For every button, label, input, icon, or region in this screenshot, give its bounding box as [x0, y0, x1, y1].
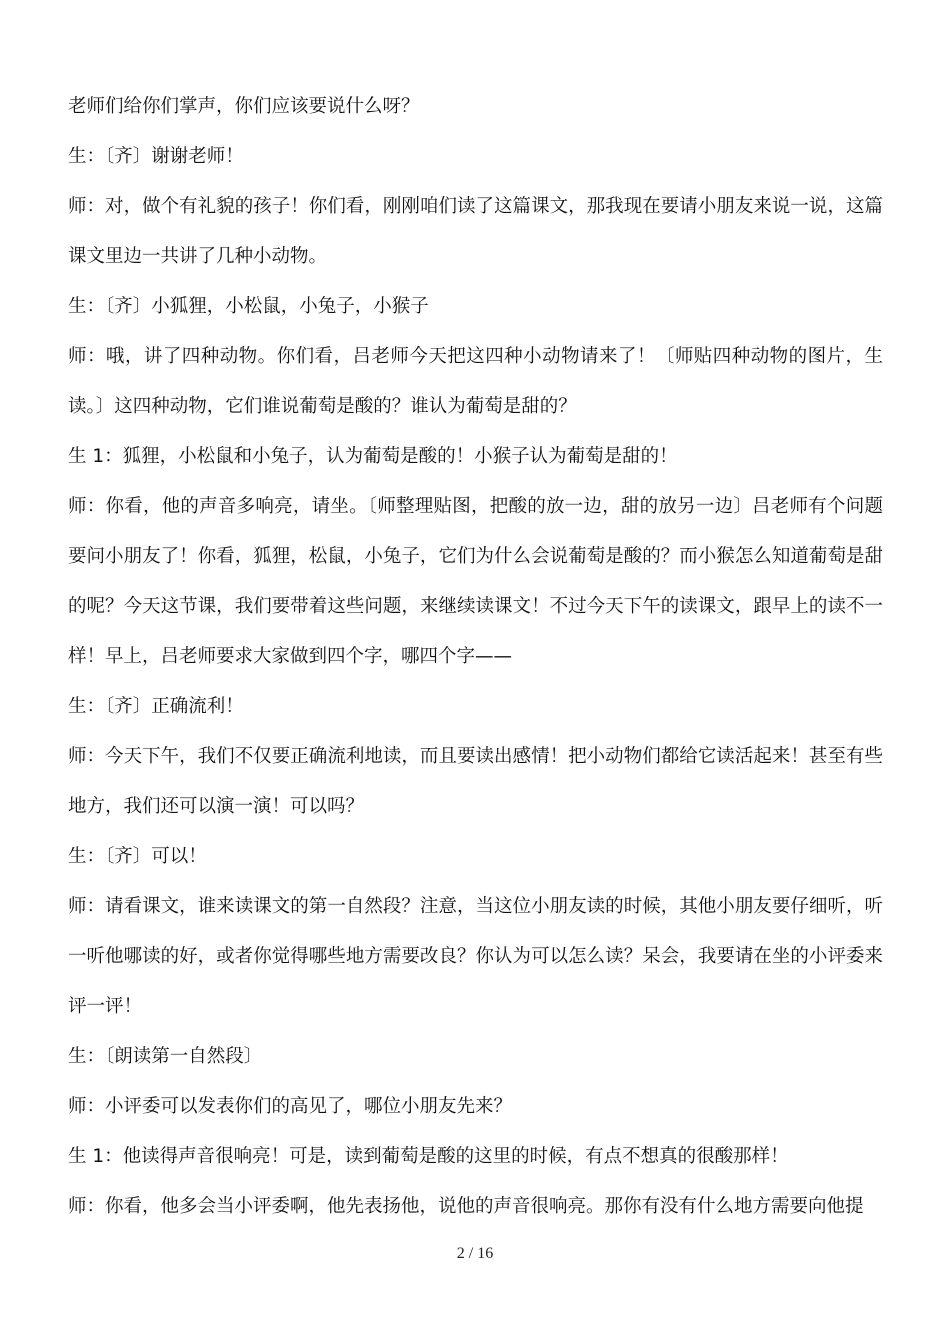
paragraph: 师：今天下午，我们不仅要正确流利地读，而且要读出感情！把小动物们都给它读活起来！甚至有些地方，我们还可以演一演！可以吗？: [68, 746, 883, 817]
page-number: 2 / 16: [456, 1245, 494, 1262]
paragraph: 生：〔朗读第一自然段〕: [68, 1046, 263, 1067]
paragraph: 师：对，做个有礼貌的孩子！你们看，刚刚咱们读了这篇课文，那我现在要请小朋友来说一说，这篇课文里边一共讲了几种小动物。: [68, 196, 883, 267]
paragraph: 生：〔齐〕正确流利！: [68, 696, 244, 717]
paragraph: 师：请看课文，谁来读课文的第一自然段？注意，当这位小朋友读的时候，其他小朋友要仔细听，听一听他哪读的好，或者你觉得哪些地方需要改良？你认为可以怎么读？呆会，我要请在坐的小评委来评一评！: [68, 896, 883, 1017]
paragraph: 老师们给你们掌声，你们应该要说什么呀？: [68, 96, 420, 117]
paragraph: 生 1：他读得声音很响亮！可是，读到葡萄是酸的这里的时候，有点不想真的很酸那样！: [68, 1146, 789, 1167]
paragraph: 师：哦，讲了四种动物。你们看，吕老师今天把这四种小动物请来了！〔师贴四种动物的图片，生读。〕这四种动物，它们谁说葡萄是酸的？谁认为葡萄是甜的？: [68, 346, 883, 417]
paragraph: 师：你看，他多会当小评委啊，他先表扬他，说他的声音很响亮。那你有没有什么地方需要向他提: [68, 1196, 864, 1217]
paragraph: 师：你看，他的声音多响亮，请坐。〔师整理贴图，把酸的放一边，甜的放另一边〕吕老师有个问题要问小朋友了！你看，狐狸，松鼠，小兔子，它们为什么会说葡萄是酸的？而小猴怎么知道葡萄是甜的呢？今天这节课，我们要带着这些问题，来继续读课文！不过今天下午的读课文，跟早上的读不一样！早上，吕老师要求大家做到四个字，哪四个字——: [68, 496, 883, 667]
paragraph: 生：〔齐〕小狐狸，小松鼠，小兔子，小猴子: [68, 296, 429, 317]
paragraph: 生：〔齐〕谢谢老师！: [68, 146, 244, 167]
paragraph: 生：〔齐〕可以！: [68, 846, 207, 867]
paragraph: 生 1：狐狸，小松鼠和小兔子，认为葡萄是酸的！小猴子认为葡萄是甜的！: [68, 446, 678, 467]
paragraph: 师：小评委可以发表你们的高见了，哪位小朋友先来？: [68, 1096, 513, 1117]
document-body: [68, 82, 883, 1232]
